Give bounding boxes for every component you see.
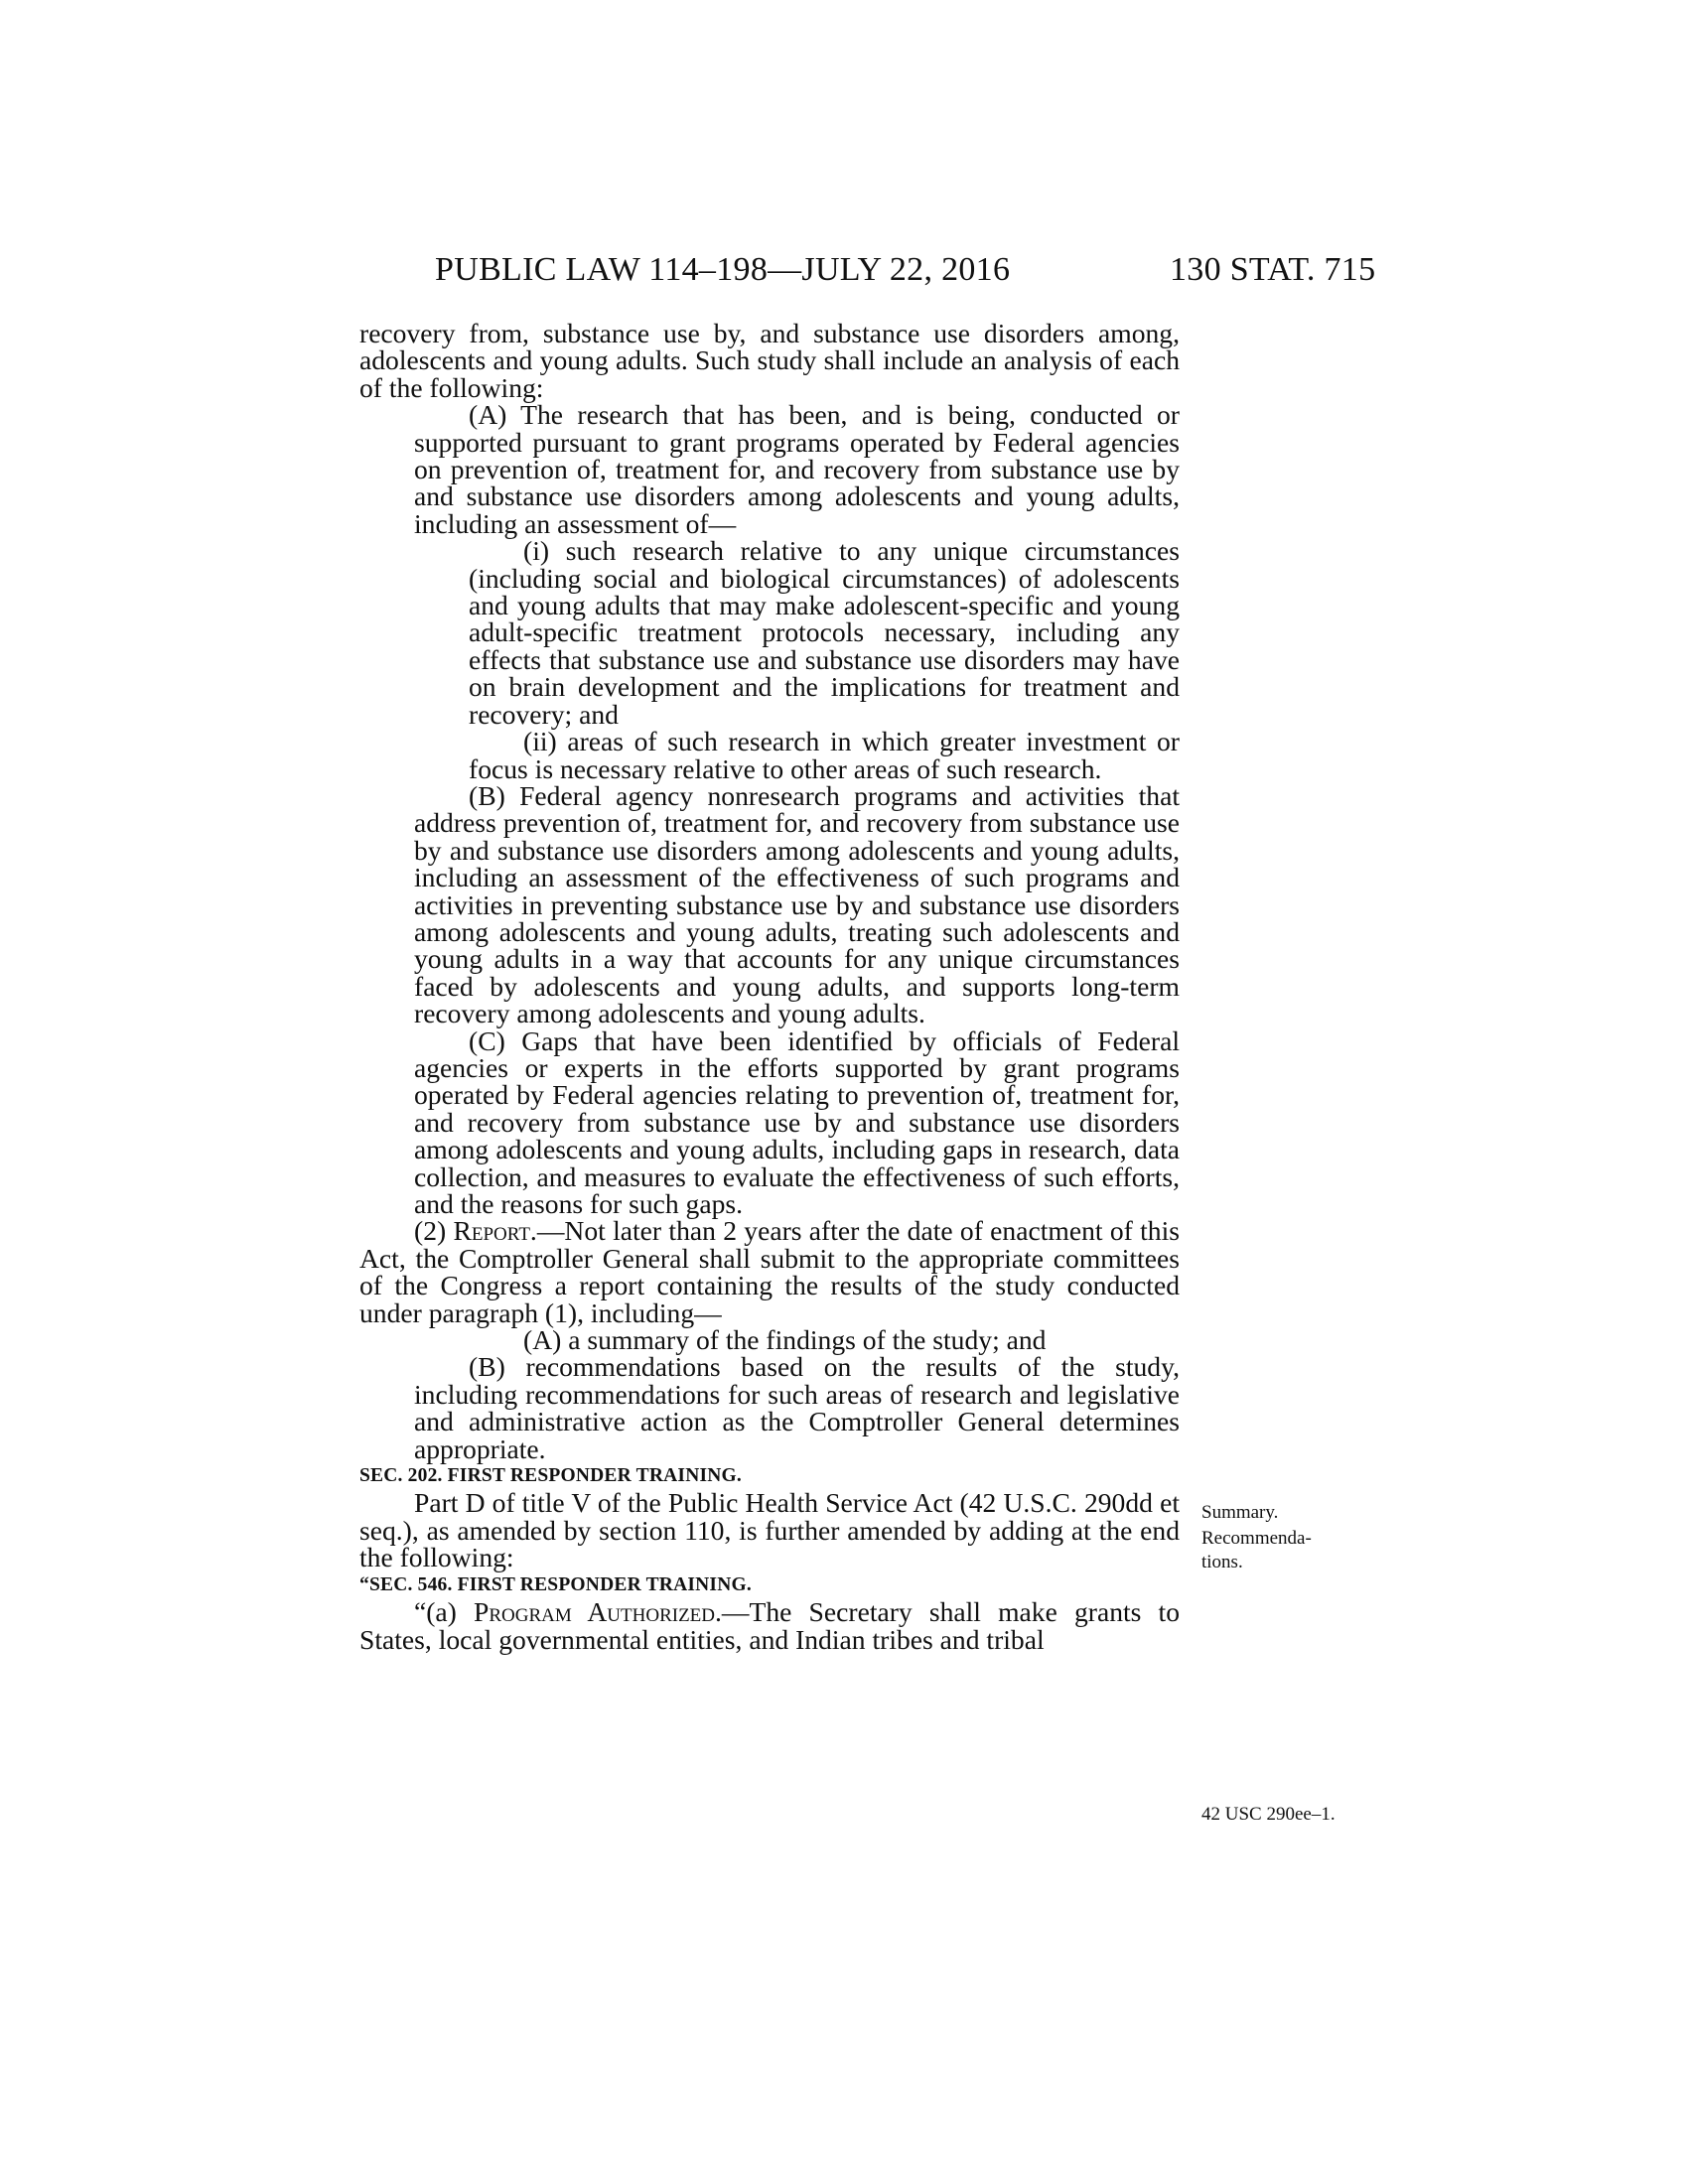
margin-note-recommendations-line2: tions. [1201,1552,1243,1572]
margin-note-recommendations-line1: Recommenda- [1201,1528,1312,1549]
clause-A-i: (i) such research relative to any unique circumstances (including social and biological circumstances) of adolescents and young adults that may make adolescent-specific and young adult-specific treatment protocols necessary, including any effects that substance use and substance use disorders may have on brain development and the implications for treatment and recovery; and [469,535,1180,730]
report-item-A: (A) a summary of the findings of the study; and [523,1324,1047,1356]
paragraph-B: (B) Federal agency nonresearch programs and activities that address prevention of, treatment for, and recovery from substance use by and substance use disorders among adolescents and young adults, including an assessment of the effectiveness of such programs and activities in preventing substance use by and substance use disorders among adolescents and young adults, treating such adolescents and young adults in a way that accounts for any unique circumstances faced by adolescents and young adults, and supports long-term recovery among adolescents and young adults. [414,779,1180,1029]
paragraph-C: (C) Gaps that have been identified by officials of Federal agencies or experts in the efforts supported by grant programs operated by Federal agencies relating to prevention of, treatment for, and recovery from substance use by and substance use disorders among adolescents and young adults, including gaps in research, data collection, and measures to evaluate the effectiveness of such efforts, and the reasons for such gaps. [414,1024,1180,1219]
section-546-subsection-a [359,1598,1180,1653]
intro-paragraph: recovery from, substance use by, and substance use disorders among, adolescents and young adults. Such study shall include an analysis of each of the following: [359,318,1180,403]
section-202-heading: SEC. 202. FIRST RESPONDER TRAINING. [359,1465,742,1487]
report-heading: Report [453,1215,530,1247]
clause-A-ii: (ii) areas of such research in which greater investment or focus is necessary relative to other areas of such research. [469,726,1180,784]
statute-body [359,320,1180,1653]
report-item-B: (B) recommendations based on the results of the study, including recommendations for such areas of research and legislative and administrative action as the Comptroller General determines appropriate. [414,1351,1180,1464]
section-202-text: Part D of title V of the Public Health Service Act (42 U.S.C. 290dd et seq.), as amended by section 110, is further amended by adding at the end the following: [359,1487,1180,1573]
paragraph-A: (A) The research that has been, and is being, conducted or supported pursuant to grant programs operated by Federal agencies on prevention of, treatment for, and recovery from substance use by and substance use disorders among adolescents and young adults, including an assessment of— [414,399,1180,539]
margin-note-summary: Summary. [1201,1502,1279,1523]
subsection-a-heading: Program Authorized [474,1596,716,1628]
report-paragraph [359,1217,1180,1326]
subsection-a-text: .—The Secretary shall make grants to States, local governmental entities, and Indian tribes and tribal [359,1596,1180,1655]
running-header-title: PUBLIC LAW 114–198—JULY 22, 2016 [435,251,1011,288]
margin-note-usc-citation: 42 USC 290ee–1. [1201,1804,1336,1825]
section-546-heading: “SEC. 546. FIRST RESPONDER TRAINING. [359,1573,752,1595]
report-number: (2) [414,1215,447,1247]
report-text: .—Not later than 2 years after the date of enactment of this Act, the Comptroller General shall submit to the appropriate committees of the Congress a report containing the results of the study conducted under paragraph (1), including— [359,1215,1180,1328]
subsection-a-number: “(a) [414,1596,457,1628]
running-header-page-number: 130 STAT. 715 [1170,251,1376,288]
